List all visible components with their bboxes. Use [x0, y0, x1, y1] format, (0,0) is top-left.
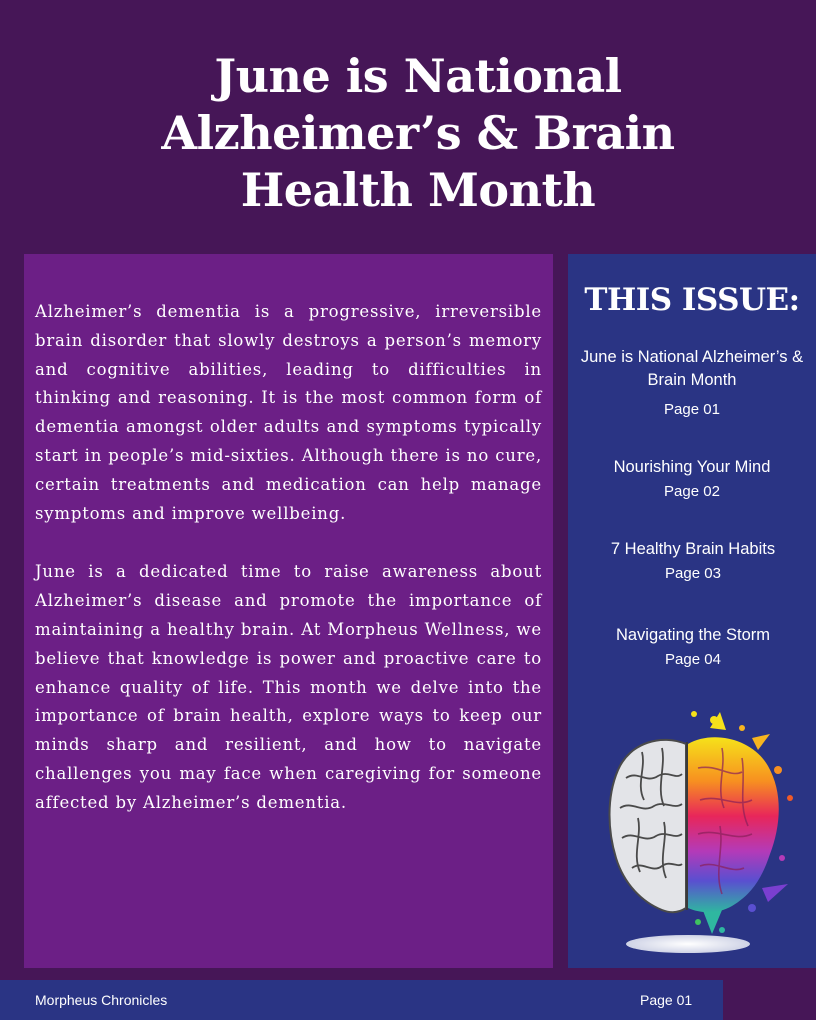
this-issue-sidebar: [568, 254, 816, 968]
toc-title: June is National Alzheimer’s & Brain Month: [580, 348, 804, 389]
toc-item[interactable]: [568, 624, 816, 671]
brain-illustration-icon: [602, 708, 798, 958]
sidebar-heading: THIS ISSUE:: [584, 282, 800, 318]
title-line: Alzheimer’s & Brain: [161, 106, 675, 160]
toc-item[interactable]: [568, 346, 816, 421]
title-line: June is National: [214, 49, 622, 103]
title-line: Health Month: [240, 163, 596, 217]
article-panel: [24, 254, 553, 968]
toc-title: Navigating the Storm: [615, 626, 771, 644]
toc-title: 7 Healthy Brain Habits: [610, 540, 776, 558]
footer-bar: [0, 980, 723, 1020]
page-title: [60, 48, 776, 219]
toc-item[interactable]: [568, 456, 816, 503]
toc-page: Page 01: [664, 401, 720, 418]
toc-page: Page 04: [665, 651, 721, 668]
toc-page: Page 03: [665, 565, 721, 582]
article-paragraph: Alzheimer’s dementia is a progressive, irreversible brain disorder that slowly destroys a person’s memory and cognitive abilities, leading to difficulties in thinking and reasoning. It is the most common form of dementia amongst older adults and symptoms typically start in people’s mid-sixties. Although there is no cure, certain treatments and medication can help manage symptoms and improve wellbeing.: [35, 302, 542, 523]
article-paragraph: June is a dedicated time to raise awareness about Alzheimer’s disease and promote the importance of maintaining a healthy brain. At Morpheus Wellness, we believe that knowledge is power and proactive care to enhance quality of life. This month we delve into the importance of brain health, explore ways to keep our minds sharp and resilient, and how to navigate challenges you may face when caregiving for someone affected by Alzheimer’s dementia.: [35, 562, 542, 812]
toc-item[interactable]: [568, 538, 816, 585]
toc-title: Nourishing Your Mind: [613, 458, 771, 476]
toc-page: Page 02: [664, 483, 720, 500]
footer-page-number: Page 01: [640, 992, 693, 1008]
publication-name: Morpheus Chronicles: [35, 992, 168, 1008]
